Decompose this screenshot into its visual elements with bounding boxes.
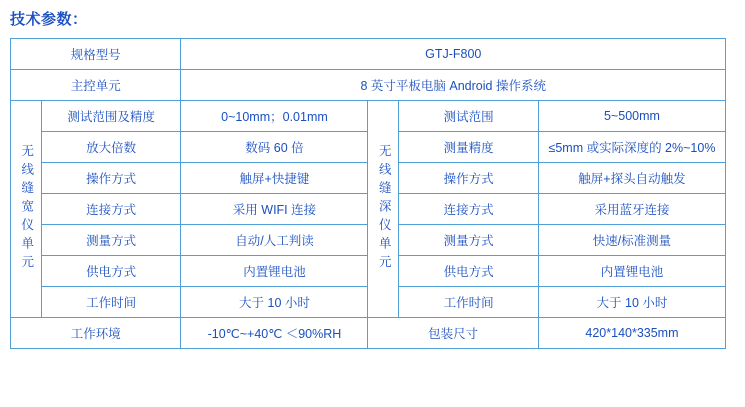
- left-row-value: 0~10mm；0.01mm: [181, 101, 368, 132]
- right-row-value: 内置锂电池: [538, 256, 725, 287]
- right-row-label: 供电方式: [399, 256, 539, 287]
- left-row-value: 触屏+快捷键: [181, 163, 368, 194]
- environment-label: 工作环境: [11, 318, 181, 349]
- right-row-label: 测试范围: [399, 101, 539, 132]
- right-row-label: 测量方式: [399, 225, 539, 256]
- main-unit-value: 8 英寸平板电脑 Android 操作系统: [181, 70, 726, 101]
- table-row: [11, 70, 726, 101]
- left-row-value: 自动/人工判读: [181, 225, 368, 256]
- main-unit-label: 主控单元: [11, 70, 181, 101]
- left-row-value: 采用 WIFI 连接: [181, 194, 368, 225]
- right-row-label: 连接方式: [399, 194, 539, 225]
- right-row-label: 工作时间: [399, 287, 539, 318]
- right-row-value: 采用蓝牙连接: [538, 194, 725, 225]
- left-row-value: 数码 60 倍: [181, 132, 368, 163]
- left-row-label: 供电方式: [41, 256, 181, 287]
- left-unit-name: 无线缝宽仪单元: [11, 101, 42, 318]
- right-row-value: ≤5mm 或实际深度的 2%~10%: [538, 132, 725, 163]
- left-row-label: 测量方式: [41, 225, 181, 256]
- package-size-label: 包装尺寸: [368, 318, 538, 349]
- left-row-label: 测试范围及精度: [41, 101, 181, 132]
- right-unit-name: 无线缝深仪单元: [368, 101, 399, 318]
- left-row-label: 操作方式: [41, 163, 181, 194]
- left-row-label: 工作时间: [41, 287, 181, 318]
- table-row: [11, 101, 726, 132]
- model-value: GTJ-F800: [181, 39, 726, 70]
- left-row-label: 放大倍数: [41, 132, 181, 163]
- right-row-value: 5~500mm: [538, 101, 725, 132]
- table-row: [11, 39, 726, 70]
- right-row-label: 测量精度: [399, 132, 539, 163]
- right-row-value: 触屏+探头自动触发: [538, 163, 725, 194]
- table-row: [11, 318, 726, 349]
- left-row-value: 内置锂电池: [181, 256, 368, 287]
- right-row-value: 快速/标准测量: [538, 225, 725, 256]
- model-label: 规格型号: [11, 39, 181, 70]
- package-size-value: 420*140*335mm: [538, 318, 725, 349]
- specifications-table: [10, 38, 726, 349]
- left-row-value: 大于 10 小时: [181, 287, 368, 318]
- left-row-label: 连接方式: [41, 194, 181, 225]
- environment-value: -10℃~+40℃ ＜90%RH: [181, 318, 368, 349]
- right-row-value: 大于 10 小时: [538, 287, 725, 318]
- page-title: 技术参数：: [10, 11, 88, 28]
- right-row-label: 操作方式: [399, 163, 539, 194]
